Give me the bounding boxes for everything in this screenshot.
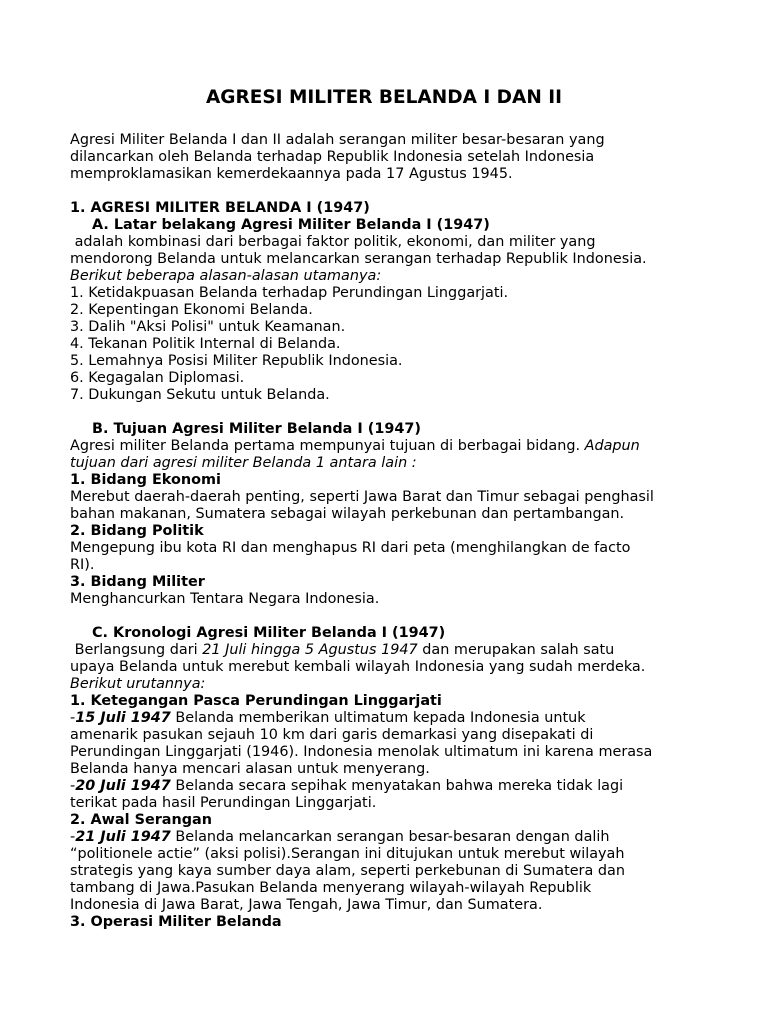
event-date: 21 Juli 1947 — [75, 829, 171, 845]
body-line: mendorong Belanda untuk melancarkan serangan terhadap Republik Indonesia. — [70, 251, 647, 267]
field-heading: 3. Bidang Militer — [70, 574, 205, 590]
subsection-heading-c: C. Kronologi Agresi Militer Belanda I (1947) — [92, 625, 446, 641]
date-range: 21 Juli hingga 5 Agustus 1947 — [202, 642, 418, 658]
subsection-heading-b: B. Tujuan Agresi Militer Belanda I (1947) — [92, 421, 421, 437]
page-title: AGRESI MILITER BELANDA I DAN II — [205, 87, 563, 108]
event-date: 20 Juli 1947 — [75, 778, 171, 794]
body-line: amenarik pasukan sejauh 10 km dari garis demarkasi yang disepakati di — [70, 727, 594, 743]
list-item: 1. Ketidakpuasan Belanda terhadap Perundingan Linggarjati. — [70, 285, 509, 301]
event-line: -20 Juli 1947 Belanda secara sepihak menyatakan bahwa mereka tidak lagi — [70, 778, 624, 794]
intro-line: dilancarkan oleh Belanda terhadap Republik Indonesia setelah Indonesia — [70, 149, 595, 165]
body-line: Perundingan Linggarjati (1946). Indonesia menolak ultimatum ini karena merasa — [70, 744, 653, 760]
list-item: 7. Dukungan Sekutu untuk Belanda. — [70, 387, 330, 403]
document-body — [70, 132, 710, 931]
body-line: Mengepung ibu kota RI dan menghapus RI dari peta (menghilangkan de facto — [70, 540, 631, 556]
event-text: Belanda melancarkan serangan besar-besaran dengan dalih — [170, 829, 610, 845]
body-line — [70, 642, 710, 659]
list-item: 6. Kegagalan Diplomasi. — [70, 370, 245, 386]
body-line: “politionele actie” (aksi polisi).Serangan ini ditujukan untuk merebut wilayah — [70, 846, 625, 862]
body-line: strategis yang kaya sumber daya alam, seperti perkebunan di Sumatera dan — [70, 863, 625, 879]
chronology-heading: 3. Operasi Militer Belanda — [70, 914, 282, 930]
field-heading: 1. Bidang Ekonomi — [70, 472, 221, 488]
event-line: -21 Juli 1947 Belanda melancarkan serangan besar-besaran dengan dalih — [70, 829, 610, 845]
body-line: Indonesia di Jawa Barat, Jawa Tengah, Jawa Timur, dan Sumatera. — [70, 897, 543, 913]
body-line: Merebut daerah-daerah penting, seperti Jawa Barat dan Timur sebagai penghasil — [70, 489, 654, 505]
body-line: tujuan dari agresi militer Belanda 1 antara lain : — [70, 455, 417, 471]
event-line: -15 Juli 1947 Belanda memberikan ultimatum kepada Indonesia untuk — [70, 710, 586, 726]
body-line — [70, 438, 710, 455]
list-item: 2. Kepentingan Ekonomi Belanda. — [70, 302, 313, 318]
intro-line: memproklamasikan kemerdekaannya pada 17 Agustus 1945. — [70, 166, 513, 182]
event-date: 15 Juli 1947 — [75, 710, 171, 726]
body-line: bahan makanan, Sumatera sebagai wilayah perkebunan dan pertambangan. — [70, 506, 625, 522]
spacer — [70, 183, 710, 200]
list-item: 5. Lemahnya Posisi Militer Republik Indonesia. — [70, 353, 403, 369]
body-line: RI). — [70, 557, 95, 573]
event-text: Belanda memberikan ultimatum kepada Indonesia untuk — [170, 710, 586, 726]
event-text: Belanda secara sepihak menyatakan bahwa mereka tidak lagi — [170, 778, 624, 794]
subsection-heading-a: A. Latar belakang Agresi Militer Belanda I (1947) — [92, 217, 490, 233]
spacer — [70, 404, 710, 421]
chronology-heading: 2. Awal Serangan — [70, 812, 213, 828]
intro-italic: Adapun — [584, 438, 640, 454]
body-line: Menghancurkan Tentara Negara Indonesia. — [70, 591, 380, 607]
intro-line: Agresi Militer Belanda I dan II adalah serangan militer besar-besaran yang — [70, 132, 605, 148]
list-lead: Berikut beberapa alasan-alasan utamanya: — [70, 268, 382, 284]
intro-plain: Agresi militer Belanda pertama mempunyai tujuan di berbagai bidang. — [70, 438, 585, 454]
list-item: 4. Tekanan Politik Internal di Belanda. — [70, 336, 341, 352]
body-line: terikat pada hasil Perundingan Linggarjati. — [70, 795, 377, 811]
body-line: upaya Belanda untuk merebut kembali wilayah Indonesia yang sudah merdeka. — [70, 659, 646, 675]
field-heading: 2. Bidang Politik — [70, 523, 204, 539]
spacer — [70, 608, 710, 625]
body-line: tambang di Jawa.Pasukan Belanda menyerang wilayah-wilayah Republik — [70, 880, 592, 896]
chronology-heading: 1. Ketegangan Pasca Perundingan Linggarjati — [70, 693, 442, 709]
body-line: Belanda hanya mencari alasan untuk menyerang. — [70, 761, 430, 777]
list-lead: Berikut urutannya: — [70, 676, 206, 692]
body-line: adalah kombinasi dari berbagai faktor politik, ekonomi, dan militer yang — [70, 234, 596, 250]
list-item: 3. Dalih "Aksi Polisi" untuk Keamanan. — [70, 319, 346, 335]
section-heading: 1. AGRESI MILITER BELANDA I (1947) — [70, 200, 370, 216]
line-pre: Berlangsung dari — [70, 642, 203, 658]
line-post: dan merupakan salah satu — [417, 642, 615, 658]
